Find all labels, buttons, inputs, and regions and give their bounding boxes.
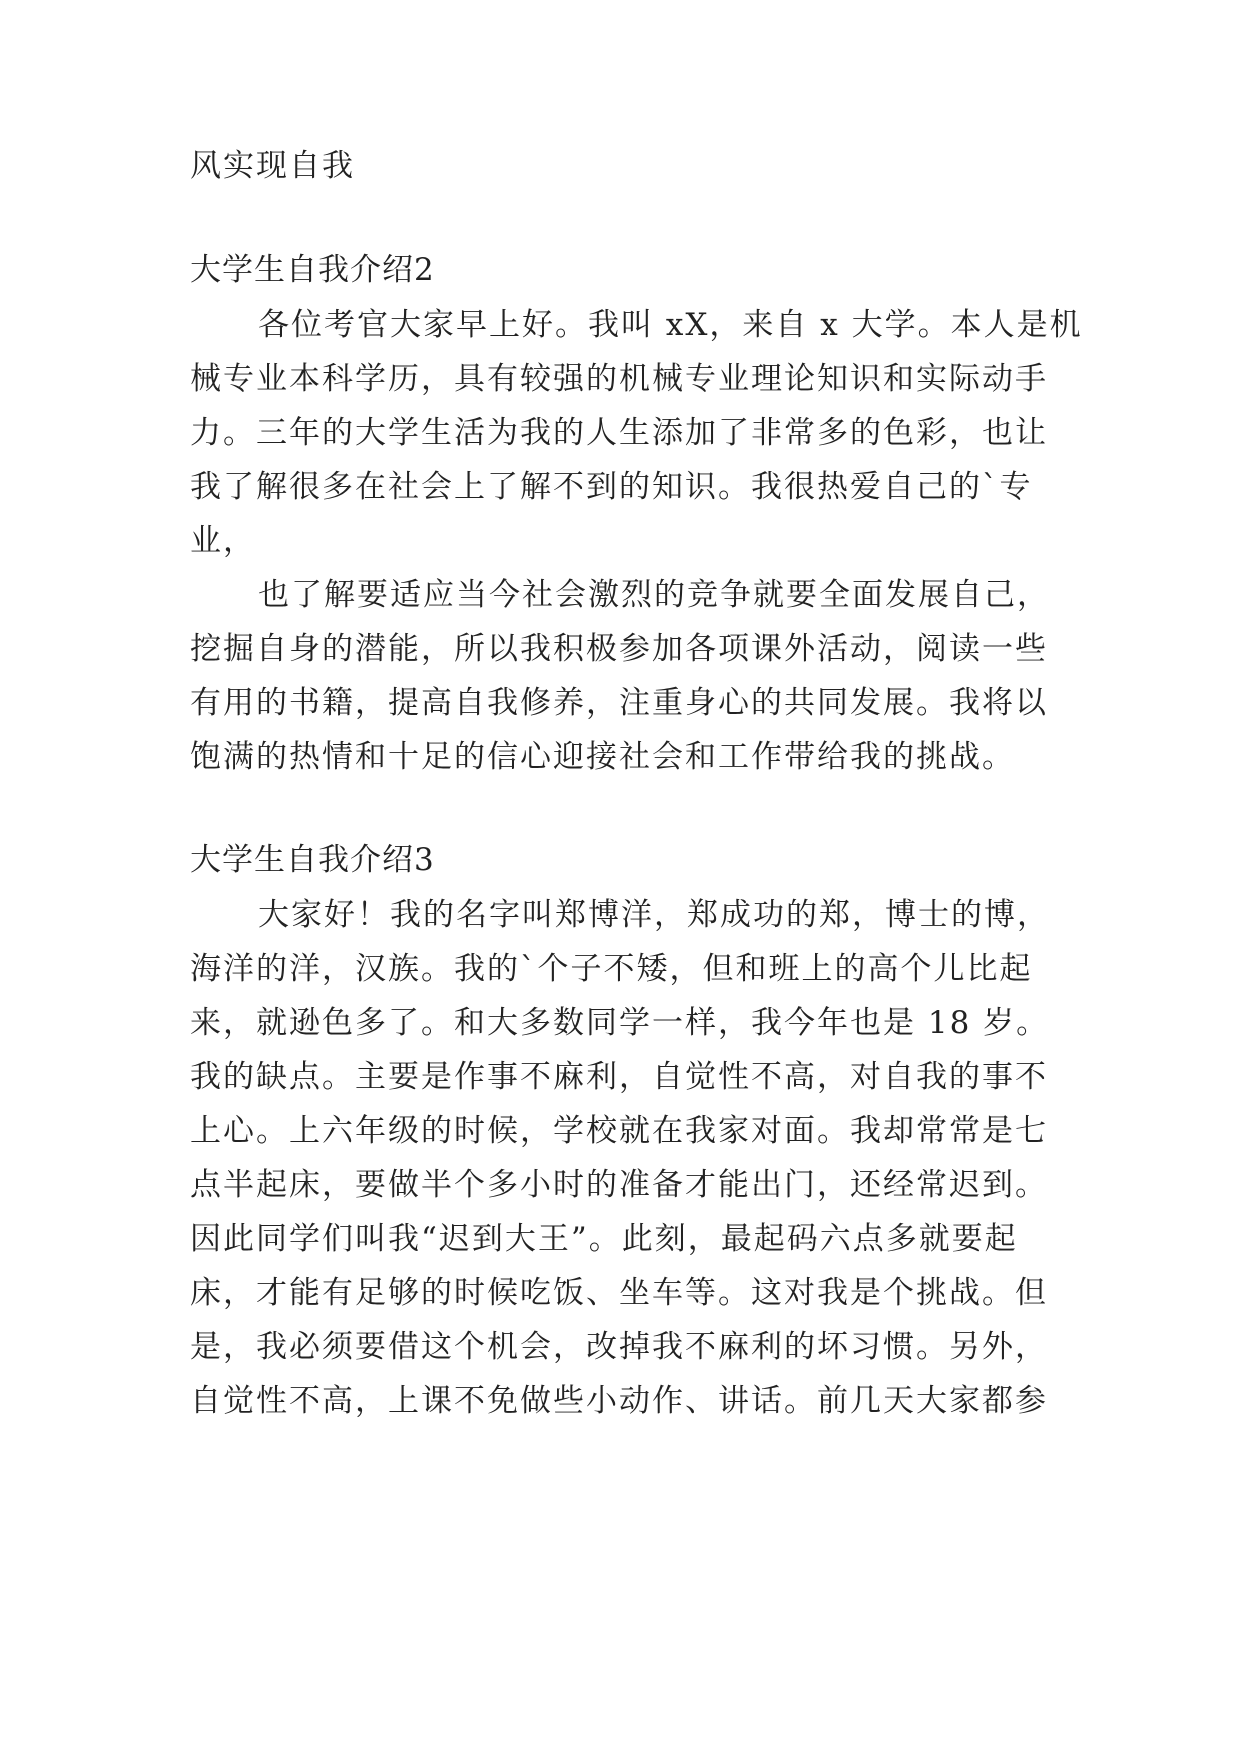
paragraph-line: 饱满的热情和十足的信心迎接社会和工作带给我的挑战。 — [190, 739, 1015, 775]
paragraph-line: 我的缺点。主要是作事不麻利，自觉性不高，对自我的事不 — [190, 1059, 1048, 1095]
paragraph-line: 我了解很多在社会上了解不到的知识。我很热爱自己的`专 — [190, 469, 1033, 505]
paragraph-line: 因此同学们叫我“迟到大王”。此刻，最起码六点多就要起 — [190, 1221, 1018, 1257]
paragraph-line: 上心。上六年级的时候，学校就在我家对面。我却常常是七 — [190, 1113, 1048, 1149]
paragraph-line: 大家好！我的名字叫郑博洋，郑成功的郑，博士的博， — [258, 897, 1050, 933]
paragraph-line: 是，我必须要借这个机会，改掉我不麻利的坏习惯。另外， — [190, 1329, 1048, 1365]
paragraph-line: 床，才能有足够的时候吃饭、坐车等。这对我是个挑战。但 — [190, 1275, 1048, 1311]
paragraph-line: 也了解要适应当今社会激烈的竞争就要全面发展自己， — [258, 577, 1050, 613]
paragraph-line: 力。三年的大学生活为我的人生添加了非常多的色彩，也让 — [190, 415, 1048, 451]
paragraph-line: 点半起床，要做半个多小时的准备才能出门，还经常迟到。 — [190, 1167, 1048, 1203]
continuation-text: 风实现自我 — [190, 148, 355, 184]
paragraph-line: 各位考官大家早上好。我叫 xX，来自 x 大学。本人是机 — [258, 307, 1083, 343]
paragraph-line: 业， — [190, 523, 256, 559]
section-heading: 大学生自我介绍2 — [190, 252, 435, 288]
paragraph-line: 有用的书籍，提高自我修养，注重身心的共同发展。我将以 — [190, 685, 1048, 721]
paragraph-line: 挖掘自身的潜能，所以我积极参加各项课外活动，阅读一些 — [190, 631, 1048, 667]
paragraph-line: 械专业本科学历，具有较强的机械专业理论知识和实际动手 — [190, 361, 1048, 397]
paragraph-line: 海洋的洋，汉族。我的`个子不矮，但和班上的高个儿比起 — [190, 951, 1033, 987]
paragraph-line: 自觉性不高，上课不免做些小动作、讲话。前几天大家都参 — [190, 1383, 1048, 1419]
paragraph-line: 来，就逊色多了。和大多数同学一样，我今年也是 18 岁。 — [190, 1005, 1050, 1041]
section-heading: 大学生自我介绍3 — [190, 842, 435, 878]
